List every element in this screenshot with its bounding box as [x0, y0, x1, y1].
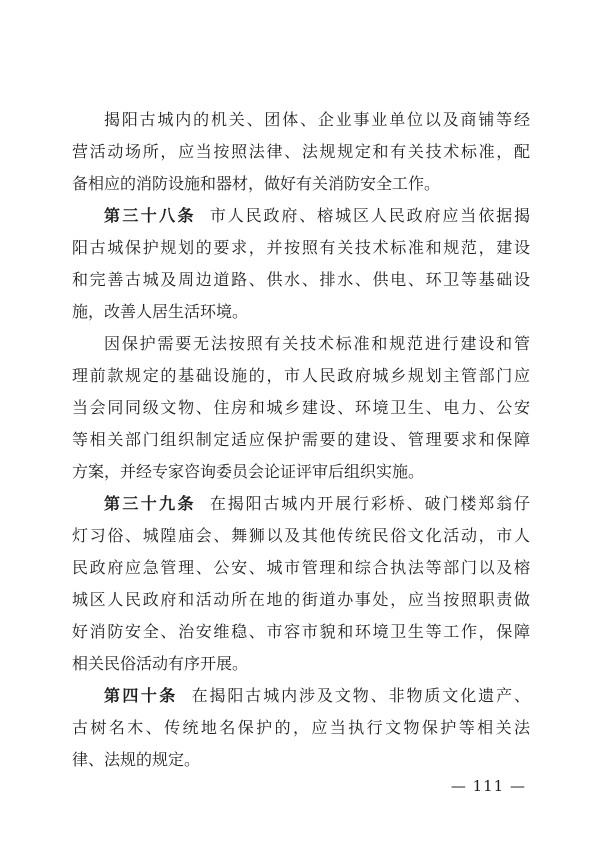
text-line: 方案，并经专家咨询委员会论证评审后组织实施。: [72, 462, 425, 481]
text-line: 相关民俗活动有序开展。: [72, 654, 249, 673]
text-line: 阳古城保护规划的要求，并按照有关技术标准和规范，建设: [72, 238, 530, 257]
text-line-content: 市人民政府、榕城区人民政府应当依据揭: [207, 206, 530, 225]
article-heading: 第四十条: [104, 686, 178, 705]
text-line-content: 在揭阳古城内涉及文物、非物质文化遗产、: [189, 686, 530, 705]
article-heading: 第三十八条: [104, 206, 196, 225]
text-line: 和完善古城及周边道路、供水、排水、供电、环卫等基础设: [72, 270, 530, 289]
text-line: [72, 680, 530, 712]
paragraph-infrastructure: [72, 328, 530, 488]
text-line: 好消防安全、治安维稳、市容市貌和环境卫生等工作，保障: [72, 622, 530, 641]
text-line: 揭阳古城内的机关、团体、企业事业单位以及商铺等经: [104, 110, 530, 129]
text-line: 等相关部门组织制定适应保护需要的建设、管理要求和保障: [72, 430, 530, 449]
document-body: [72, 104, 530, 776]
text-line: [72, 200, 530, 232]
article-38: [72, 200, 530, 328]
page-number: — 111 —: [450, 777, 526, 795]
paragraph-fire-safety: [72, 104, 530, 200]
text-line: 理前款规定的基础设施的，市人民政府城乡规划主管部门应: [72, 366, 530, 385]
text-line: 律、法规的规定。: [72, 750, 201, 769]
text-line-content: 在揭阳古城内开展行彩桥、破门楼郑翁仔: [207, 494, 530, 513]
text-line: 民政府应急管理、公安、城市管理和综合执法等部门以及榕: [72, 558, 530, 577]
article-heading: 第三十九条: [104, 494, 196, 513]
text-line: 因保护需要无法按照有关技术标准和规范进行建设和管: [104, 334, 530, 353]
text-line: 古树名木、传统地名保护的，应当执行文物保护等相关法: [72, 718, 530, 737]
text-line: 营活动场所，应当按照法律、法规规定和有关技术标准，配: [72, 142, 530, 161]
text-line: 施，改善人居生活环境。: [72, 302, 249, 321]
text-line: 当会同同级文物、住房和城乡建设、环境卫生、电力、公安: [72, 398, 530, 417]
article-39: [72, 488, 530, 680]
text-line: 城区人民政府和活动所在地的街道办事处，应当按照职责做: [72, 590, 530, 609]
text-line: 备相应的消防设施和器材，做好有关消防安全工作。: [72, 174, 441, 193]
text-line: [72, 488, 530, 520]
article-40: [72, 680, 530, 776]
text-line: 灯习俗、城隍庙会、舞狮以及其他传统民俗文化活动，市人: [72, 526, 530, 545]
